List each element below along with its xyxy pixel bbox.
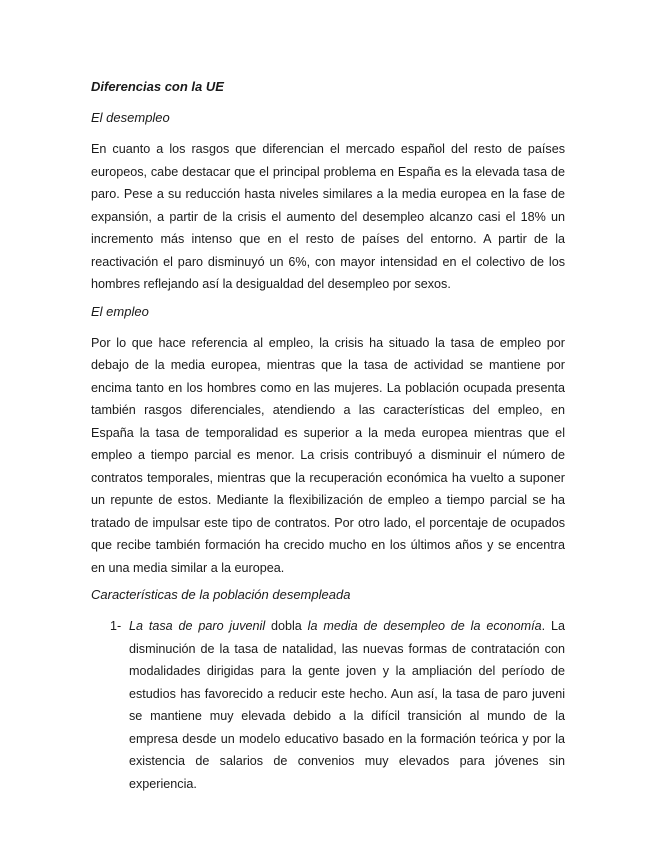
document-title: Diferencias con la UE <box>91 79 224 94</box>
section-heading-empleo: El empleo <box>91 303 149 319</box>
paragraph-desempleo: En cuanto a los rasgos que diferencian el mercado español del resto de países europeos, cabe destacar que el principal problema en España es la elevada tasa de paro. Pese a su reducción hasta niveles similares a la media europea en la fase de expansión, a partir de la crisis el aumento del desempleo alcanzo casi el 18% un incremento más intenso que en el resto de países del entorno. A partir de la reactivación el paro disminuyó un 6%, con mayor intensidad en el colectivo de los hombres reflejando así la desigualdad del desempleo por sexos. <box>91 142 565 291</box>
section-heading-desempleo: El desempleo <box>91 110 170 125</box>
list-item-rest: . La disminución de la tasa de natalidad, las nuevas formas de contratación con modalidades dirigidas para la gente joven y la ampliación del período de estudios has favorecido a reducir este hecho. Aun así, la tasa de paro juveni se mantiene muy elevada debido a la difícil transición al mundo de la empresa desde un modelo educativo basado en la formación teórica y por la existencia de salarios de convenios muy elevados para jóvenes sin experiencia. <box>129 619 565 791</box>
document-page <box>91 78 565 802</box>
paragraph-empleo: Por lo que hace referencia al empleo, la crisis ha situado la tasa de empleo por debajo de la media europea, mientras que la tasa de actividad se mantiene por encima tanto en los hombres como en las mujeres. La población ocupada presenta también rasgos diferenciales, atendiendo a las características del empleo, en España la tasa de temporalidad es superior a la meda europea mientras que el empleo a tiempo parcial es menor. La crisis contribuyó a disminuir el número de contratos temporales, mientras que la recuperación económica ha vuelto a suponer un repunte de estos. Mediante la flexibilización de empleo a tiempo parcial se ha tratado de impulsar este tipo de contratos. Por otro lado, el porcentaje de ocupados que recibe también formación ha crecido mucho en los últimos años y se encentra en una media similar a la europea. <box>91 335 565 575</box>
list-item-lead: La tasa de paro juvenil <box>129 619 266 633</box>
list-item-mid-italic: la media de desempleo de la economía <box>307 619 542 633</box>
list-item-number: 1- <box>110 619 122 633</box>
list-item-mid: dobla <box>265 619 308 633</box>
section-heading-poblacion-desempleada: Características de la población desempleada <box>91 587 351 602</box>
list-item <box>91 615 565 795</box>
list-item-text <box>129 615 565 795</box>
